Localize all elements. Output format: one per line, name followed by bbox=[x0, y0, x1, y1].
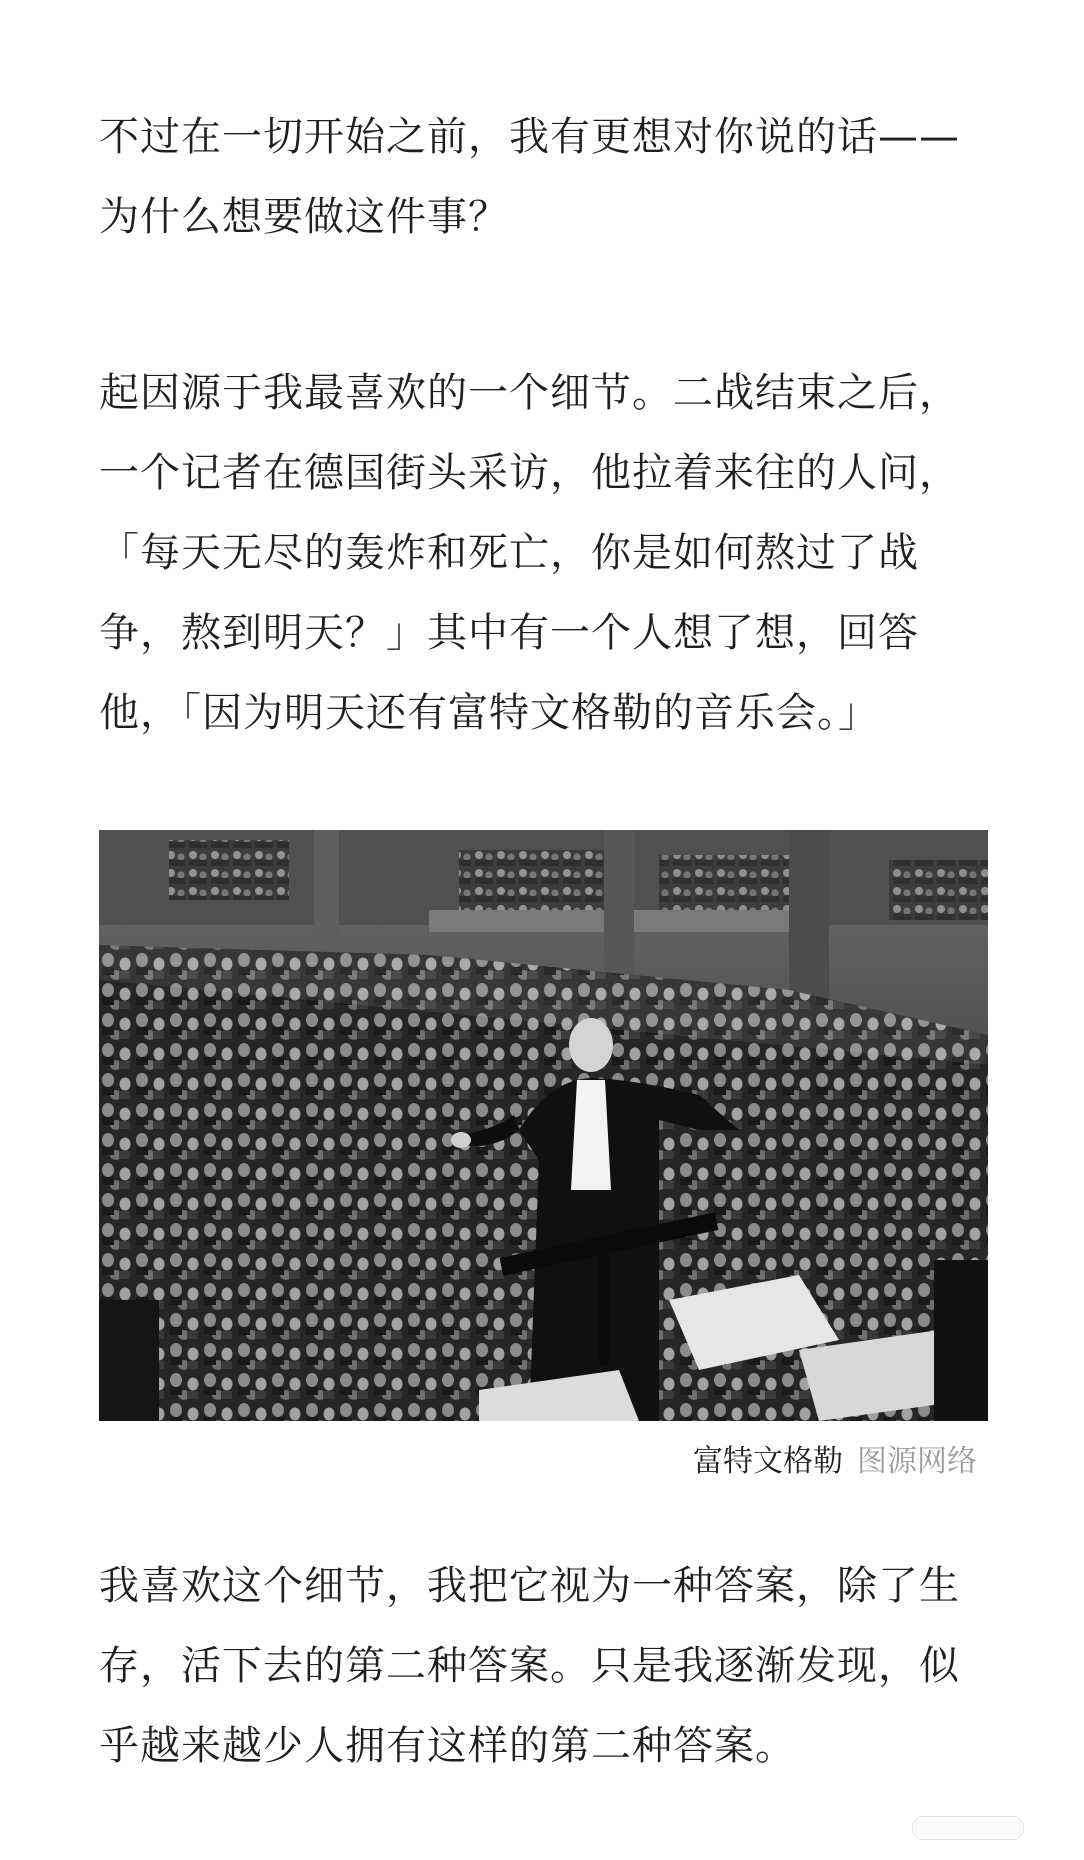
paragraph-story bbox=[99, 353, 989, 753]
paragraph-line: 起因源于我最喜欢的一个细节。二战结束之后， bbox=[99, 370, 960, 416]
paragraph-line: 我喜欢这个细节，我把它视为一种答案，除了生 bbox=[99, 1563, 960, 1609]
paragraph-line: 他，「因为明天还有富特文格勒的音乐会。」 bbox=[99, 690, 879, 736]
paragraph-line: 不过在一切开始之前，我有更想对你说的话—— bbox=[99, 114, 960, 160]
paragraph-line: 一个记者在德国街头采访，他拉着来往的人问， bbox=[99, 450, 960, 496]
page-corner-mark bbox=[912, 1816, 1024, 1840]
paragraph-line: 存，活下去的第二种答案。只是我逐渐发现，似 bbox=[99, 1643, 960, 1689]
paragraph-intro bbox=[99, 97, 989, 257]
caption-name: 富特文格勒 bbox=[693, 1444, 843, 1479]
conductor-photo[interactable] bbox=[99, 830, 988, 1421]
paragraph-line: 乎越来越少人拥有这样的第二种答案。 bbox=[99, 1723, 796, 1769]
paragraph-reflection bbox=[99, 1546, 989, 1786]
figure-caption bbox=[693, 1442, 977, 1482]
paragraph-line: 争，熬到明天？」其中有一个人想了想，回答 bbox=[99, 610, 919, 656]
paragraph-line: 为什么想要做这件事？ bbox=[99, 194, 509, 240]
paragraph-line: 「每天无尽的轰炸和死亡，你是如何熬过了战 bbox=[99, 530, 919, 576]
concert-hall-image bbox=[99, 830, 988, 1421]
caption-source: 图源网络 bbox=[857, 1444, 977, 1479]
